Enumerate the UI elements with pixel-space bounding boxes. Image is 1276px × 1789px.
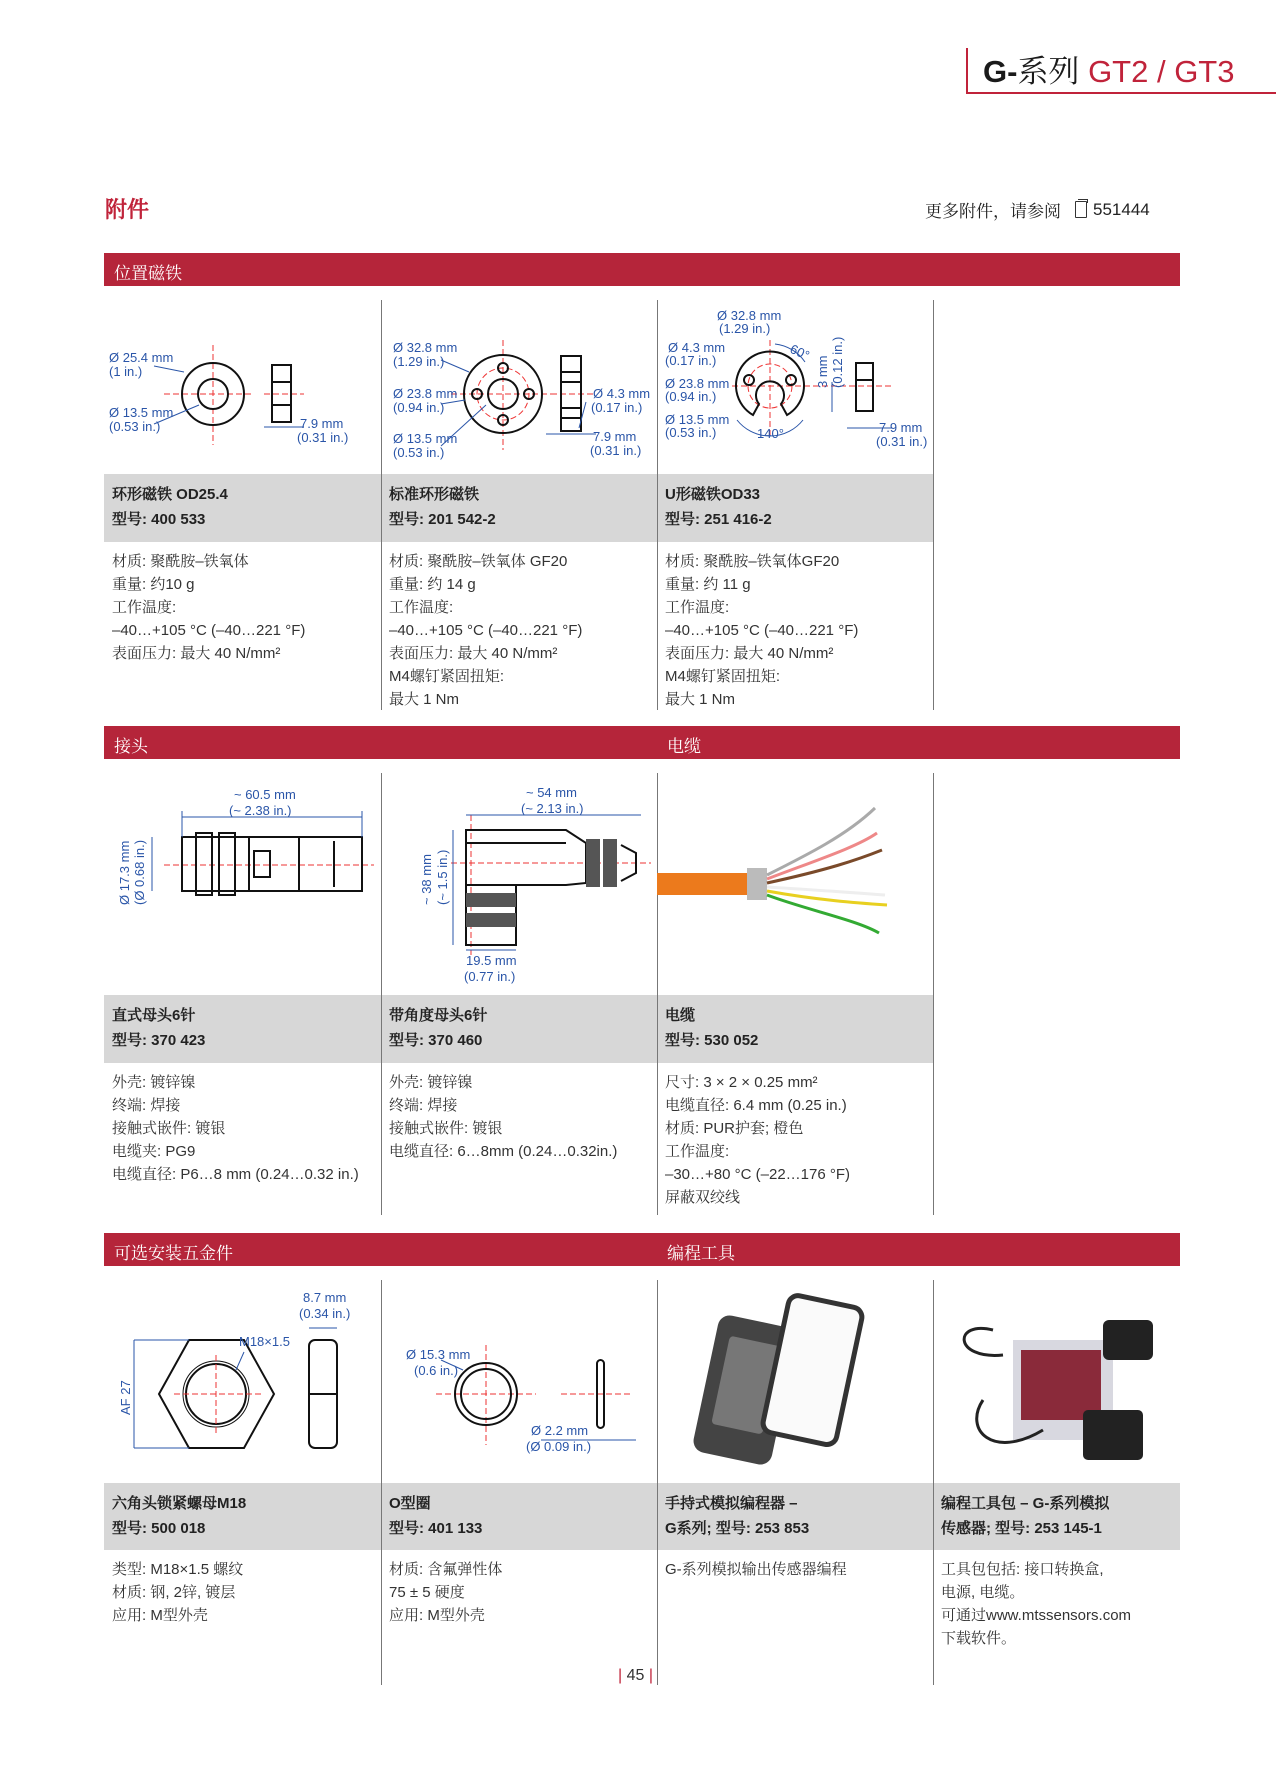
spec-line: 类型: M18×1.5 螺纹	[112, 1561, 244, 1578]
product-name: U形磁铁OD33	[665, 486, 761, 503]
hex-nut-drawing	[104, 1280, 381, 1483]
spec-line: 表面压力: 最大 40 N/mm²	[665, 645, 834, 662]
spec-line: 外壳: 镀锌镍	[389, 1074, 473, 1091]
more-accessories-reference	[925, 197, 1150, 222]
page-heading: 附件	[105, 197, 150, 222]
product-specs	[381, 542, 582, 711]
dimension-label: (0.94 in.)	[393, 400, 445, 415]
section-title: 位置磁铁	[114, 264, 182, 283]
product-model-number: 型号: 251 416-2	[665, 511, 772, 528]
dimension-label: (0.31 in.)	[297, 430, 349, 445]
section-title: 编程工具	[667, 1244, 735, 1263]
dimension-label: 7.9 mm	[300, 416, 344, 431]
spec-line: 接触式嵌件: 镀银	[389, 1120, 503, 1137]
spec-line: 最大 1 Nm	[665, 691, 736, 708]
section-bar-hardware-tools	[104, 1233, 1180, 1266]
spec-line: 终端: 焊接	[112, 1097, 181, 1114]
dimension-label: (0.53 in.)	[665, 425, 717, 440]
product-header	[657, 995, 933, 1053]
product-model-number: 型号: 500 018	[112, 1520, 206, 1537]
dimension-label: Ø 23.8 mm	[393, 386, 458, 401]
product-specs	[657, 542, 858, 711]
product-specs	[657, 1063, 850, 1209]
page-number: | 45 |	[618, 1667, 654, 1684]
product-name: 环形磁铁 OD25.4	[112, 486, 228, 503]
product-name: O型圈	[389, 1495, 431, 1512]
spec-line: 表面压力: 最大 40 N/mm²	[389, 645, 558, 662]
spec-line: 应用: M型外壳	[112, 1607, 208, 1624]
dimension-label: (~ 1.5 in.)	[435, 849, 450, 905]
dimension-label: Ø 23.8 mm	[665, 376, 730, 391]
product-name: 手持式模拟编程器 –	[665, 1495, 798, 1512]
product-model-number: 型号: 400 533	[112, 511, 206, 528]
header-rule-vertical	[966, 48, 968, 94]
angled-connector-drawing	[381, 775, 657, 995]
dimension-label: ~ 38 mm	[419, 854, 434, 905]
spec-line: 工作温度:	[112, 599, 177, 616]
dimension-label: (0.17 in.)	[665, 353, 717, 368]
spec-line: M4螺钉紧固扭矩:	[389, 668, 505, 685]
spec-line: M4螺钉紧固扭矩:	[665, 668, 781, 685]
dimension-label: 19.5 mm	[466, 953, 517, 968]
product-model-number: 型号: 530 052	[665, 1032, 759, 1049]
dimension-label: (1 in.)	[109, 364, 143, 379]
dimension-label: 3 mm	[815, 355, 830, 388]
product-specs	[933, 1550, 1131, 1650]
spec-line: 重量: 约 14 g	[389, 576, 476, 593]
dimension-label: Ø 13.5 mm	[109, 405, 174, 420]
column-divider	[933, 773, 934, 1215]
dimension-label: (0.12 in.)	[830, 336, 845, 388]
spec-line: 材质: 钢, 2锌, 镀层	[112, 1584, 236, 1601]
title-prefix: G-	[983, 54, 1018, 89]
product-header	[381, 474, 657, 532]
section-title: 接头	[114, 737, 148, 756]
spec-line: 电缆夹: PG9	[112, 1143, 196, 1160]
u-magnet-drawing	[657, 300, 933, 474]
product-name: 编程工具包 – G-系列模拟	[941, 1495, 1110, 1512]
programming-kit-photo	[933, 1280, 1180, 1483]
dimension-label: (1.29 in.)	[719, 321, 771, 336]
column-divider	[933, 300, 934, 710]
product-specs	[104, 1550, 243, 1627]
standard-ring-magnet-drawing	[381, 300, 657, 474]
dimension-label: 7.9 mm	[879, 420, 923, 435]
spec-line: 外壳: 镀锌镍	[112, 1074, 196, 1091]
dimension-label: Ø 4.3 mm	[593, 386, 651, 401]
spec-line: 应用: M型外壳	[389, 1607, 485, 1624]
product-model-number: G系列; 型号: 253 853	[665, 1520, 810, 1537]
spec-line: 尺寸: 3 × 2 × 0.25 mm²	[665, 1074, 818, 1091]
spec-line: 工具包包括: 接口转换盒,	[941, 1561, 1104, 1578]
spec-line: 工作温度:	[665, 1143, 730, 1160]
product-header	[104, 1483, 381, 1541]
spec-line: 重量: 约 11 g	[665, 576, 751, 593]
dimension-label: (Ø 0.68 in.)	[132, 839, 147, 905]
product-header	[381, 1483, 657, 1541]
book-icon	[1075, 201, 1087, 218]
product-specs	[381, 1063, 617, 1163]
dimension-label: AF 27	[118, 1380, 133, 1415]
dimension-label: (0.94 in.)	[665, 389, 717, 404]
o-ring-drawing	[381, 1280, 657, 1483]
title-models: GT2 / GT3	[1088, 54, 1235, 89]
product-model-number: 型号: 370 460	[389, 1032, 483, 1049]
dimension-label: Ø 32.8 mm	[717, 308, 782, 323]
series-title	[983, 46, 1234, 91]
product-name: 电缆	[665, 1007, 696, 1024]
spec-line: 材质: PUR护套; 橙色	[665, 1120, 804, 1137]
product-specs	[104, 1063, 359, 1186]
spec-line: 电源, 电缆。	[941, 1584, 1025, 1601]
dimension-label: (0.53 in.)	[109, 419, 161, 434]
product-name: 带角度母头6针	[389, 1007, 488, 1024]
dimension-label: Ø 15.3 mm	[406, 1347, 471, 1362]
dimension-label: (0.34 in.)	[299, 1306, 351, 1321]
spec-line: –40…+105 °C (–40…221 °F)	[665, 622, 859, 639]
page-number-value: 45	[626, 1667, 645, 1684]
product-model-number: 传感器; 型号: 253 145-1	[941, 1520, 1102, 1537]
product-specs	[381, 1550, 502, 1627]
section-title: 可选安装五金件	[114, 1244, 233, 1263]
dimension-label: (0.53 in.)	[393, 445, 445, 460]
dimension-label: Ø 13.5 mm	[665, 412, 730, 427]
dimension-label: Ø 13.5 mm	[393, 431, 458, 446]
more-ref-text: 更多附件，请参阅	[925, 202, 1061, 221]
product-header	[933, 1483, 1180, 1541]
spec-line: 接触式嵌件: 镀银	[112, 1120, 226, 1137]
straight-connector-drawing	[104, 775, 381, 995]
dimension-label: (0.31 in.)	[876, 434, 928, 449]
spec-line: 表面压力: 最大 40 N/mm²	[112, 645, 281, 662]
dimension-label: ~ 54 mm	[526, 785, 577, 800]
dimension-label: 60°	[787, 341, 812, 364]
product-name: 直式母头6针	[112, 1007, 196, 1024]
handheld-programmer-photo	[657, 1280, 933, 1483]
spec-line: 材质: 含氟弹性体	[389, 1561, 503, 1578]
product-model-number: 型号: 401 133	[389, 1520, 483, 1537]
spec-line: –40…+105 °C (–40…221 °F)	[389, 622, 583, 639]
product-header	[657, 1483, 933, 1541]
dimension-label: (0.17 in.)	[591, 400, 643, 415]
doc-number[interactable]: 551444	[1093, 199, 1150, 219]
dimension-label: Ø 4.3 mm	[668, 340, 726, 355]
product-model-number: 型号: 370 423	[112, 1032, 206, 1049]
dimension-label: Ø 32.8 mm	[393, 340, 458, 355]
spec-line: G-系列模拟输出传感器编程	[665, 1561, 847, 1578]
dimension-label: 7.9 mm	[593, 429, 637, 444]
dimension-label: Ø 2.2 mm	[531, 1423, 589, 1438]
product-specs	[657, 1550, 847, 1581]
dimension-label: Ø 17.3 mm	[117, 840, 132, 905]
spec-line: 屏蔽双绞线	[665, 1189, 741, 1206]
spec-line: 终端: 焊接	[389, 1097, 458, 1114]
header-rule-horizontal	[966, 92, 1276, 94]
dimension-label: 8.7 mm	[303, 1290, 347, 1305]
spec-line: 工作温度:	[389, 599, 454, 616]
section-bar-position-magnets	[104, 253, 1180, 286]
title-series: 系列	[1017, 54, 1080, 89]
spec-line: 电缆直径: P6…8 mm (0.24…0.32 in.)	[112, 1166, 359, 1183]
spec-line: 下载软件。	[941, 1630, 1017, 1647]
spec-line: 最大 1 Nm	[389, 691, 460, 708]
dimension-label: 140°	[757, 426, 784, 441]
product-header	[381, 995, 657, 1053]
spec-line: 电缆直径: 6.4 mm (0.25 in.)	[665, 1097, 847, 1114]
spec-line: 工作温度:	[665, 599, 730, 616]
dimension-label: (Ø 0.09 in.)	[526, 1439, 592, 1454]
product-name: 六角头锁紧螺母M18	[112, 1495, 247, 1512]
product-model-number: 型号: 201 542-2	[389, 511, 496, 528]
spec-line: 电缆直径: 6…8mm (0.24…0.32in.)	[389, 1143, 618, 1160]
cable-photo	[657, 775, 933, 995]
section-bar-connectors-cable	[104, 726, 1180, 759]
ring-magnet-drawing	[104, 300, 381, 474]
spec-line: 重量: 约10 g	[112, 576, 195, 593]
product-header	[104, 474, 381, 532]
section-title: 电缆	[667, 737, 701, 756]
spec-line: 可通过www.mtssensors.com	[941, 1607, 1132, 1624]
product-header	[104, 995, 381, 1053]
spec-line: 材质: 聚酰胺–铁氧体 GF20	[389, 553, 568, 570]
spec-line: 材质: 聚酰胺–铁氧体GF20	[665, 553, 840, 570]
spec-line: –30…+80 °C (–22…176 °F)	[665, 1166, 851, 1183]
dimension-label: ~ 60.5 mm	[234, 787, 296, 802]
product-name: 标准环形磁铁	[389, 486, 480, 503]
dimension-label: (0.77 in.)	[464, 969, 516, 984]
spec-line: –40…+105 °C (–40…221 °F)	[112, 622, 306, 639]
dimension-label: (~ 2.38 in.)	[229, 803, 292, 818]
dimension-label: (1.29 in.)	[393, 354, 445, 369]
dimension-label: (0.31 in.)	[590, 443, 642, 458]
dimension-label: (0.6 in.)	[414, 1363, 459, 1378]
product-specs	[104, 542, 305, 665]
product-header	[657, 474, 933, 532]
spec-line: 75 ± 5 硬度	[389, 1584, 465, 1601]
dimension-label: Ø 25.4 mm	[109, 350, 174, 365]
dimension-label: M18×1.5	[239, 1334, 290, 1349]
dimension-label: (~ 2.13 in.)	[521, 801, 584, 816]
spec-line: 材质: 聚酰胺–铁氧体	[112, 553, 249, 570]
